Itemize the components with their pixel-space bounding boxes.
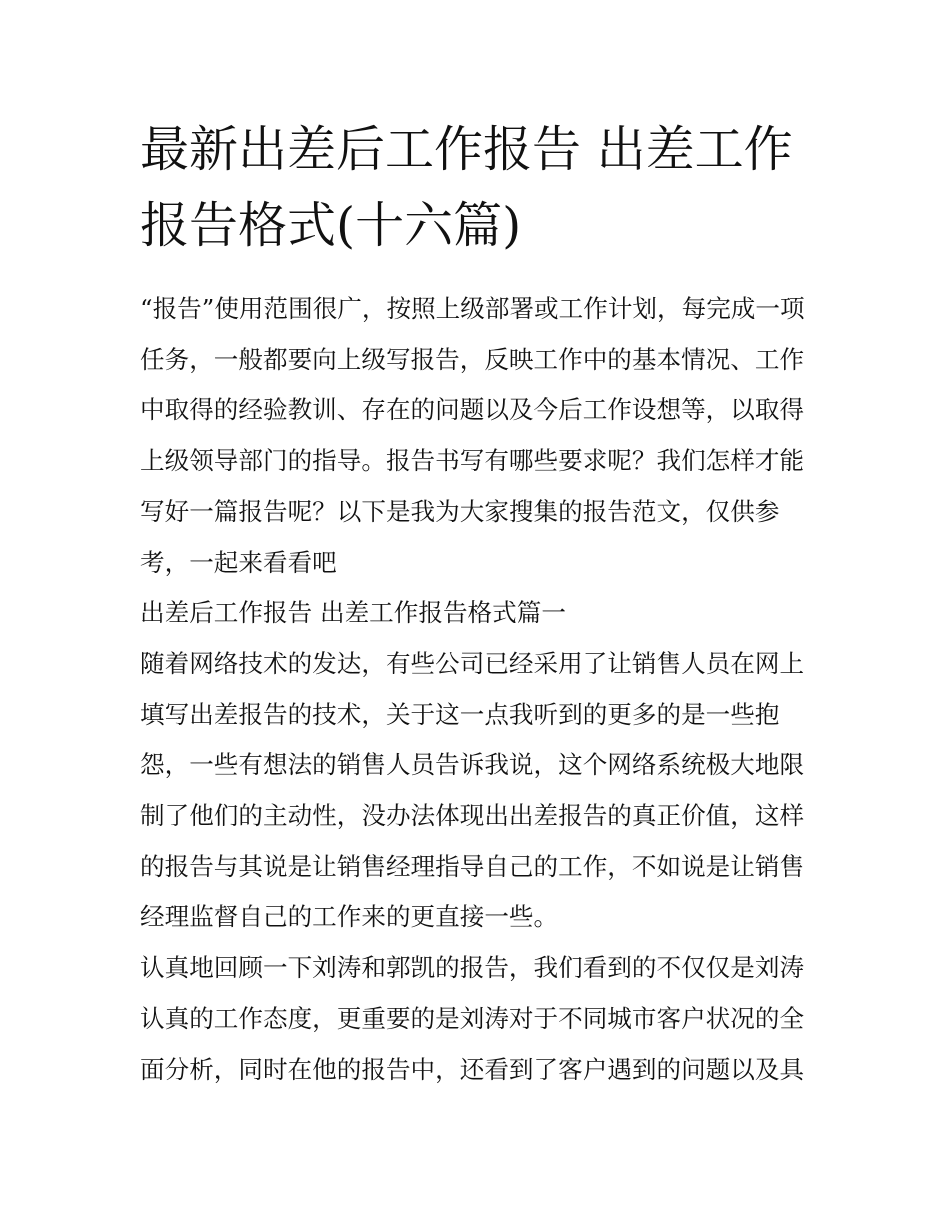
title-line: 报告格式(十六篇) bbox=[140, 197, 522, 254]
section-heading-text: 出差后工作报告 出差工作报告格式篇一 bbox=[140, 598, 566, 628]
body-paragraph bbox=[140, 639, 820, 943]
text-line: 考，一起来看看吧 bbox=[140, 547, 337, 577]
text-line: 填写出差报告的技术，关于这一点我听到的更多的是一些抱 bbox=[140, 699, 780, 729]
title-line: 最新出差后工作报告 出差工作 bbox=[140, 121, 793, 178]
document-title bbox=[140, 112, 820, 264]
intro-paragraph bbox=[140, 284, 820, 588]
text-line: “报告”使用范围很广，按照上级部署或工作计划，每完成一项 bbox=[140, 294, 805, 323]
text-line: 写好一篇报告呢？以下是我为大家搜集的报告范文，仅供参 bbox=[140, 496, 780, 526]
body-paragraph bbox=[140, 943, 820, 1095]
text-line: 中取得的经验教训、存在的问题以及今后工作设想等，以取得 bbox=[140, 395, 805, 425]
text-line: 面分析，同时在他的报告中，还看到了客户遇到的问题以及具 bbox=[140, 1054, 805, 1084]
text-line: 的报告与其说是让销售经理指导自己的工作，不如说是让销售 bbox=[140, 851, 805, 881]
document-body bbox=[140, 284, 820, 1095]
text-line: 怨，一些有想法的销售人员告诉我说，这个网络系统极大地限 bbox=[140, 750, 805, 780]
section-heading bbox=[140, 588, 820, 639]
text-line: 上级领导部门的指导。报告书写有哪些要求呢？我们怎样才能 bbox=[140, 446, 805, 476]
text-line: 任务，一般都要向上级写报告，反映工作中的基本情况、工作 bbox=[140, 344, 805, 374]
text-line: 制了他们的主动性，没办法体现出出差报告的真正价值，这样 bbox=[140, 801, 805, 831]
text-line: 认真的工作态度，更重要的是刘涛对于不同城市客户状况的全 bbox=[140, 1003, 805, 1033]
text-line: 认真地回顾一下刘涛和郭凯的报告，我们看到的不仅仅是刘涛 bbox=[140, 953, 805, 983]
text-line: 经理监督自己的工作来的更直接一些。 bbox=[140, 902, 559, 932]
text-line: 随着网络技术的发达，有些公司已经采用了让销售人员在网上 bbox=[140, 648, 805, 678]
document-page bbox=[140, 112, 820, 1095]
